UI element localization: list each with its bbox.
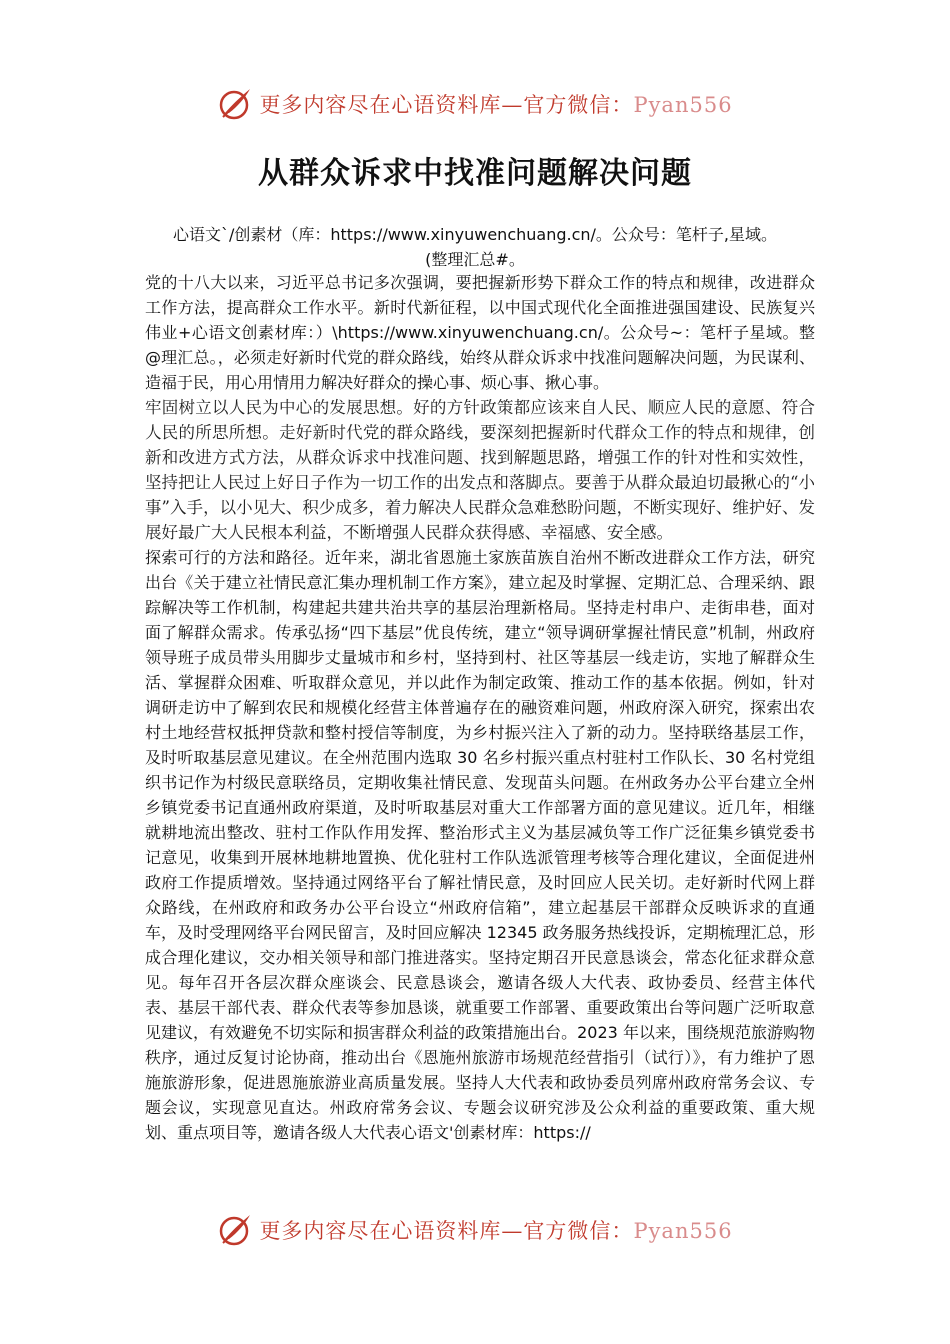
header-watermark-text: 更多内容尽在心语资料库—官方微信：Pyan556 bbox=[259, 93, 733, 117]
document-body bbox=[145, 270, 815, 1145]
wechat-id: Pyan556 bbox=[633, 93, 733, 117]
subtitle-line-1: 心语文`/创素材（库：https://www.xinyuwenchuang.cn/。公众号：笔杆子,星域。 bbox=[172, 225, 778, 244]
quill-pen-logo-icon bbox=[217, 86, 253, 122]
document-subtitle bbox=[130, 222, 820, 272]
paragraph-3: 探索可行的方法和路径。近年来，湖北省恩施土家族苗族自治州不断改进群众工作方法，研究出台《关于建立社情民意汇集办理机制工作方案》，建立起及时掌握、定期汇总、合理采纳、跟踪解决等工作机制，构建起共建共治共享的基层治理新格局。坚持走村串户、走街串巷，面对面了解群众需求。传承弘扬“四下基层”优良传统，建立“领导调研掌握社情民意”机制，州政府领导班子成员带头用脚步丈量城市和乡村，坚持到村、社区等基层一线走访，实地了解群众生活、掌握群众困难、听取群众意见，并以此作为制定政策、推动工作的基本依据。例如，针对调研走访中了解到农民和规模化经营主体普遍存在的融资难问题，州政府深入研究，探索出农村土地经营权抵押贷款和整村授信等制度，为乡村振兴注入了新的动力。坚持联络基层工作，及时听取基层意见建议。在全州范围内选取 30 名乡村振兴重点村驻村工作队长、30 名村党组织书记作为村级民意联络员，定期收集社情民意、发现苗头问题。在州政务办公平台建立全州乡镇党委书记直通州政府渠道，及时听取基层对重大工作部署方面的意见建议。近几年，相继就耕地流出整改、驻村工作队作用发挥、整治形式主义为基层减负等工作广泛征集乡镇党委书记意见，收集到开展林地耕地置换、优化驻村工作队选派管理考核等合理化建议，全面促进州政府工作提质增效。坚持通过网络平台了解社情民意，及时回应人民关切。走好新时代网上群众路线，在州政府和政务办公平台设立“州政府信箱”，建立起基层干部群众反映诉求的直通车，及时受理网络平台网民留言，及时回应解决 12345 政务服务热线投诉，定期梳理汇总，形成合理化建议，交办相关领导和部门推进落实。坚持定期召开民意恳谈会，常态化征求群众意见。每年召开各层次群众座谈会、民意恳谈会，邀请各级人大代表、政协委员、经营主体代表、基层干部代表、群众代表等参加恳谈，就重要工作部署、重要政策出台等问题广泛听取意见建议，有效避免不切实际和损害群众利益的政策措施出台。2023 年以来，围绕规范旅游购物秩序，通过反复讨论协商，推动出台《恩施州旅游市场规范经营指引（试行）》，有力维护了恩施旅游形象，促进恩施旅游业高质量发展。坚持人大代表和政协委员列席州政府常务会议、专题会议，实现意见直达。州政府常务会议、专题会议研究涉及公众利益的重要政策、重大规划、重点项目等，邀请各级人大代表心语文'创素材库：https:// bbox=[145, 548, 815, 1142]
document-title: 从群众诉求中找准问题解决问题 bbox=[258, 156, 692, 191]
wechat-id: Pyan556 bbox=[633, 1219, 733, 1243]
subtitle-line-2: (整理汇总#。 bbox=[425, 250, 525, 269]
quill-pen-logo-icon bbox=[217, 1212, 253, 1248]
footer-watermark-banner bbox=[0, 1210, 950, 1250]
footer-watermark-text: 更多内容尽在心语资料库—官方微信：Pyan556 bbox=[259, 1219, 733, 1243]
header-watermark-banner bbox=[0, 84, 950, 124]
paragraph-2: 牢固树立以人民为中心的发展思想。好的方针政策都应该来自人民、顺应人民的意愿、符合人民的所思所想。走好新时代党的群众路线，要深刻把握新时代群众工作的特点和规律，创新和改进方式方法，从群众诉求中找准问题、找到解题思路，增强工作的针对性和实效性，坚持把让人民过上好日子作为一切工作的出发点和落脚点。要善于从群众最迫切最揪心的“小事”入手，以小见大、积少成多，着力解决人民群众急难愁盼问题，不断实现好、维护好、发展好最广大人民根本利益，不断增强人民群众获得感、幸福感、安全感。 bbox=[145, 398, 815, 542]
paragraph-1: 党的十八大以来，习近平总书记多次强调，要把握新形势下群众工作的特点和规律，改进群众工作方法，提高群众工作水平。新时代新征程，以中国式现代化全面推进强国建设、民族复兴伟业+心语文创素材库：）\https://www.xinyuwenchuang.cn/。公众号~：笔杆子星域。整@理汇总。，必须走好新时代党的群众路线，始终从群众诉求中找准问题解决问题，为民谋利、造福于民，用心用情用力解决好群众的操心事、烦心事、揪心事。 bbox=[145, 273, 815, 392]
